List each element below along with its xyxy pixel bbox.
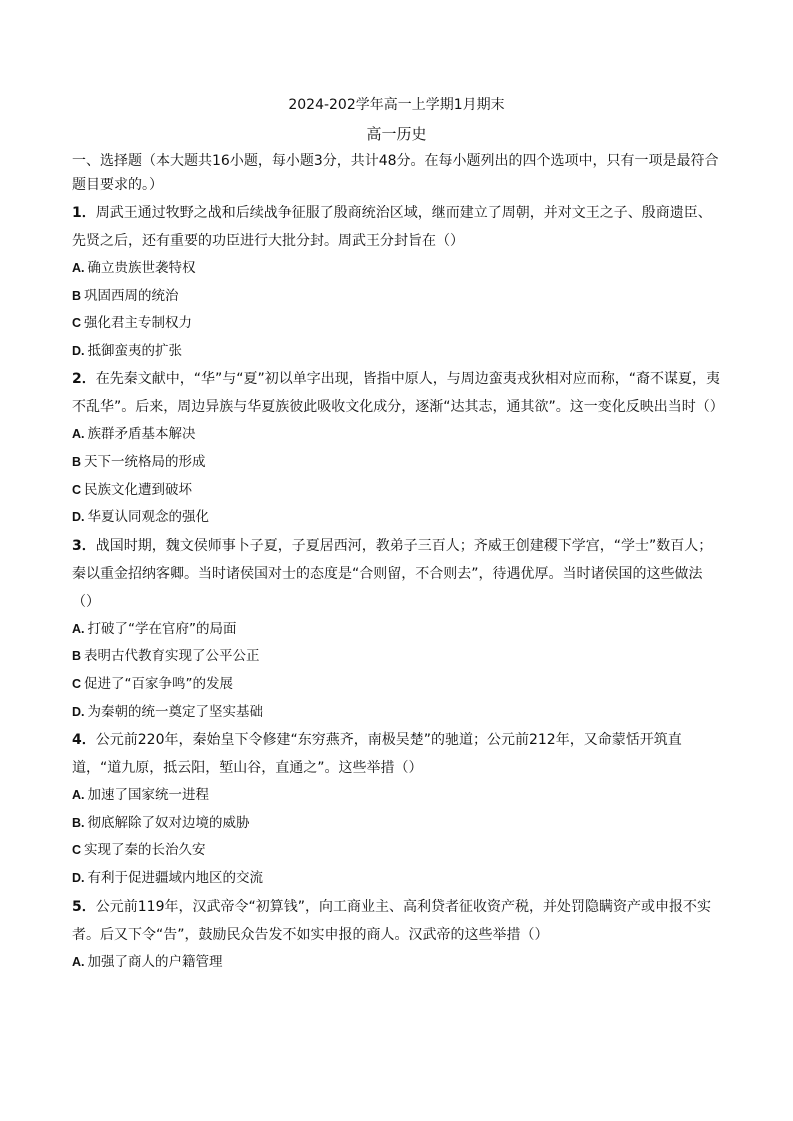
option-4: [72, 504, 721, 532]
option-3: [72, 310, 721, 338]
option-text: 实现了秦的长治久安: [84, 842, 206, 859]
option-2: [72, 449, 721, 477]
option-4: [72, 338, 721, 366]
question-number: 1．: [72, 205, 96, 221]
option-letter: C: [72, 482, 82, 497]
question-number: 3．: [72, 537, 96, 554]
option-letter: B: [72, 288, 82, 303]
option-text: 抵御蛮夷的扩张: [87, 342, 182, 359]
option-letter: D.: [72, 343, 85, 358]
question-2: [72, 365, 724, 531]
option-letter: A.: [72, 261, 85, 275]
option-2: [72, 643, 721, 671]
option-letter: B: [72, 454, 82, 469]
option-letter: D.: [72, 704, 85, 719]
question-3: [72, 532, 721, 726]
question-4: [72, 726, 721, 892]
option-text: 天下一统格局的形成: [84, 453, 206, 470]
question-text: 战国时期，魏文侯师事卜子夏，子夏居西河，教弟子三百人；齐威王创建稷下学宫，“学士”数百人；秦以重金招纳客卿。当时诸侯国对士的态度是“合则留，不合则去”，待遇优厚。当时诸侯国的这些做法（）: [72, 537, 713, 610]
option-text: 巩固西周的统治: [84, 287, 179, 304]
section-instructions: 一、选择题（本大题共16小题，每小题3分，共计48分。在每小题列出的四个选项中，只有一项是最符合题目要求的。）: [72, 153, 719, 193]
question-text: 公元前220年，秦始皇下令修建“东穷燕齐，南极吴楚”的驰道；公元前212年，又命蒙恬开筑直道，“道九原，抵云阳，堑山谷，直通之”。这些举措（）: [72, 732, 682, 777]
option-1: [72, 616, 721, 644]
option-1: [72, 255, 721, 283]
option-text: 确立贵族世袭特权: [87, 260, 196, 276]
question-stem: [72, 199, 721, 255]
option-text: 有利于促进疆域内地区的交流: [87, 869, 263, 886]
option-3: [72, 477, 721, 505]
question-stem: [72, 726, 721, 782]
option-letter: A.: [72, 954, 85, 969]
option-text: 华夏认同观念的强化: [87, 509, 209, 526]
option-2: [72, 283, 721, 311]
option-text: 民族文化遭到破坏: [84, 481, 193, 498]
option-letter: D.: [72, 510, 85, 525]
option-text: 加强了商人的户籍管理: [87, 953, 223, 970]
option-text: 加速了国家统一进程: [87, 787, 209, 804]
option-2: [72, 810, 721, 838]
option-3: [72, 837, 721, 865]
option-1: [72, 782, 721, 810]
option-text: 为秦朝的统一奠定了坚实基础: [87, 703, 263, 720]
exam-subject: 高一历史: [366, 125, 427, 143]
question-stem: [72, 532, 721, 616]
question-number: 2．: [72, 371, 96, 388]
option-text: 族群矛盾基本解决: [87, 426, 196, 443]
option-text: 打破了“学在官府”的局面: [87, 620, 237, 637]
question-number: 5．: [72, 898, 96, 915]
option-1: [72, 949, 721, 977]
question-1: [72, 199, 721, 365]
option-4: [72, 865, 721, 893]
option-letter: D.: [72, 870, 85, 885]
option-text: 彻底解除了奴对边境的威胁: [87, 814, 250, 831]
question-stem: [72, 365, 724, 421]
option-text: 强化君主专制权力: [84, 315, 193, 332]
option-letter: B.: [72, 815, 85, 830]
option-letter: C: [72, 316, 82, 331]
option-letter: A.: [72, 788, 85, 803]
question-text: 公元前119年，汉武帝令“初算钱”，向工商业主、高利贷者征收资产税，并处罚隐瞒资产或申报不实者。后又下令“告”，鼓励民众告发不如实申报的商人。汉武帝的这些举措（）: [72, 898, 711, 943]
option-letter: B: [72, 649, 82, 664]
option-1: [72, 421, 721, 449]
option-letter: A.: [72, 427, 85, 442]
question-text: 在先秦文献中，“华”与“夏”初以单字出现，皆指中原人，与周边蛮夷戎狄相对应而称，“裔不谋夏，夷不乱华”。后来，周边异族与华夏族彼此吸收文化成分，逐渐“达其志，通其欲”。这一变化反映出当时（）: [72, 371, 724, 416]
question-number: 4．: [72, 732, 96, 749]
question-list: [72, 199, 724, 976]
option-letter: C: [72, 676, 82, 691]
option-3: [72, 671, 721, 699]
option-text: 表明古代教育实现了公平公正: [84, 648, 260, 665]
question-text: 周武王通过牧野之战和后续战争征服了殷商统治区域，继而建立了周朝，并对文王之子、殷商遗臣、先贤之后，还有重要的功臣进行大批分封。周武王分封旨在（）: [72, 205, 712, 249]
exam-title: 2024-202学年高一上学期1月期末: [288, 97, 505, 113]
option-letter: C: [72, 843, 82, 858]
option-4: [72, 699, 721, 727]
question-5: [72, 893, 721, 977]
option-text: 促进了“百家争鸣”的发展: [84, 675, 234, 692]
option-letter: A.: [72, 621, 85, 636]
question-stem: [72, 893, 721, 949]
